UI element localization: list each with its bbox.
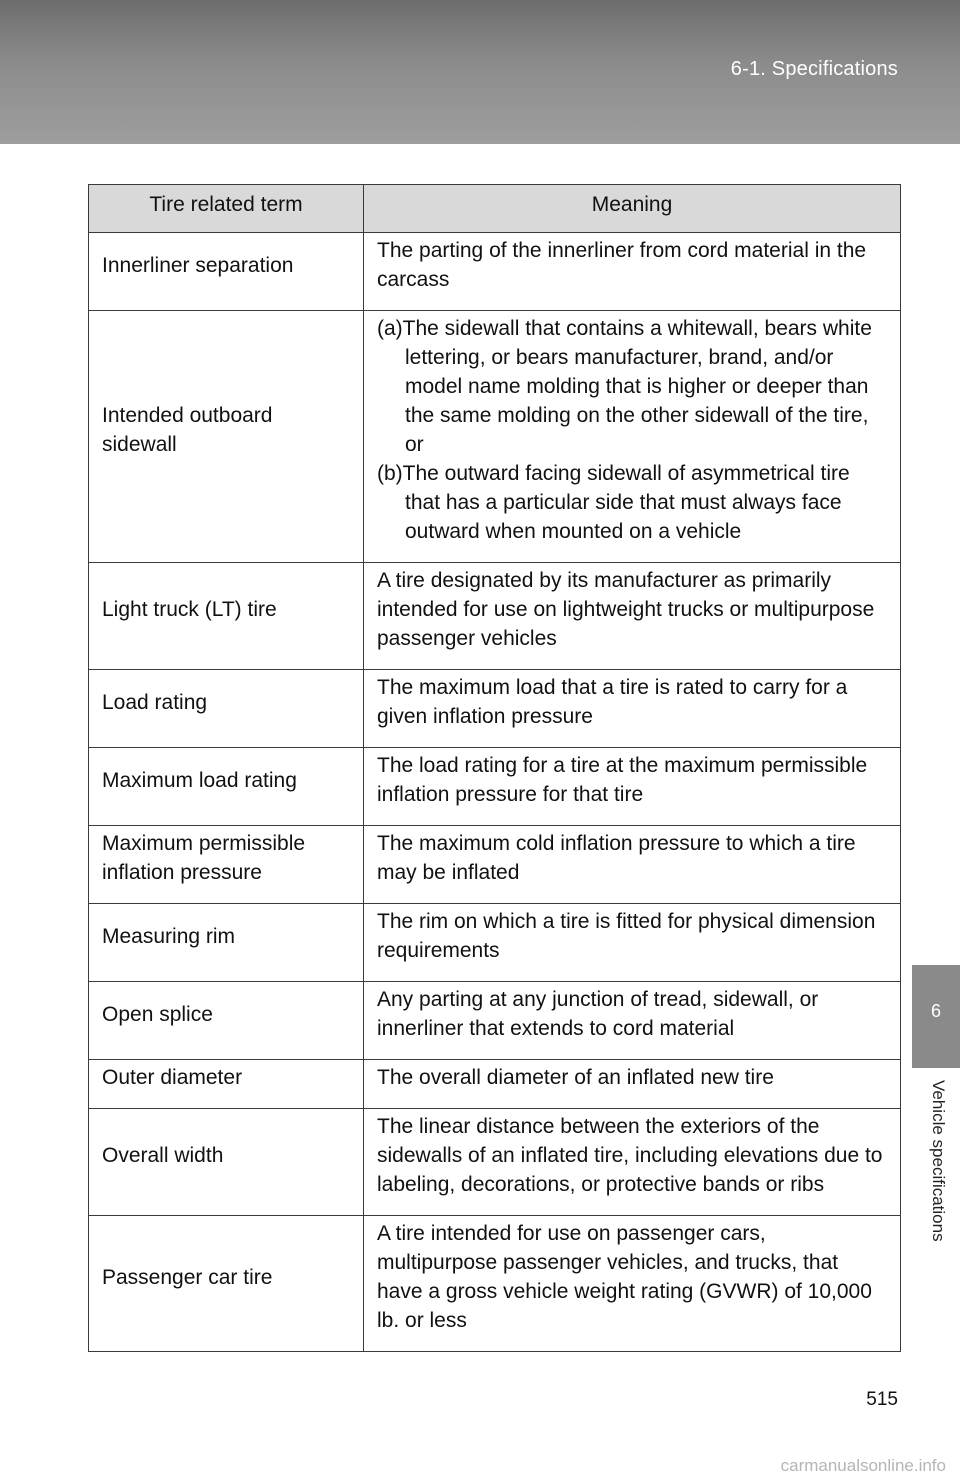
table-row	[89, 748, 901, 826]
table-row	[89, 563, 901, 670]
watermark: carmanualsonline.info	[780, 1456, 946, 1475]
meaning-cell: A tire intended for use on passenger cars, multipurpose passenger vehicles, and trucks, that have a gross vehicle weight rating (GVWR) of 10,000 lb. or less	[364, 1216, 901, 1352]
term-cell: Maximum permissible inflation pressure	[89, 826, 364, 904]
table-row	[89, 982, 901, 1060]
table-row	[89, 826, 901, 904]
meaning-cell: The load rating for a tire at the maximum permissible inflation pressure for that tire	[364, 748, 901, 826]
term-cell: Innerliner separation	[89, 233, 364, 311]
table-row	[89, 311, 901, 563]
term-cell: Measuring rim	[89, 904, 364, 982]
meaning-cell: The rim on which a tire is fitted for physical dimension requirements	[364, 904, 901, 982]
term-cell: Intended outboard sidewall	[89, 311, 364, 563]
meaning-cell: The linear distance between the exteriors of the sidewalls of an inflated tire, including elevations due to labeling, decorations, or protective bands or ribs	[364, 1109, 901, 1216]
meaning-cell: The overall diameter of an inflated new tire	[364, 1060, 901, 1109]
column-header-term: Tire related term	[89, 185, 364, 233]
term-cell: Outer diameter	[89, 1060, 364, 1109]
meaning-cell: A tire designated by its manufacturer as primarily intended for use on lightweight trucks or multipurpose passenger vehicles	[364, 563, 901, 670]
table-row	[89, 670, 901, 748]
meaning-cell: The maximum cold inflation pressure to which a tire may be inflated	[364, 826, 901, 904]
meaning-item-b: (b)The outward facing sidewall of asymmetrical tire that has a particular side that must always face outward when mounted on a vehicle	[377, 462, 850, 543]
table-row	[89, 233, 901, 311]
meaning-item-a: (a)The sidewall that contains a whitewall, bears white lettering, or bears manufacturer, brand, and/or model name molding that is higher or deeper than the same molding on the other sidewall of the tire, or	[377, 317, 872, 456]
term-cell: Maximum load rating	[89, 748, 364, 826]
chapter-label-text: Vehicle specifications	[929, 1080, 948, 1242]
chapter-number: 6	[930, 1001, 941, 1021]
table-header-row	[89, 185, 901, 233]
term-cell: Load rating	[89, 670, 364, 748]
chapter-tab	[912, 965, 960, 1068]
chapter-label	[912, 1080, 960, 1290]
meaning-cell: The maximum load that a tire is rated to carry for a given inflation pressure	[364, 670, 901, 748]
column-header-meaning: Meaning	[364, 185, 901, 233]
meaning-cell: Any parting at any junction of tread, sidewall, or innerliner that extends to cord material	[364, 982, 901, 1060]
section-title: 6-1. Specifications	[730, 58, 898, 80]
page-number: 515	[866, 1389, 898, 1410]
meaning-cell: The parting of the innerliner from cord material in the carcass	[364, 233, 901, 311]
term-cell: Light truck (LT) tire	[89, 563, 364, 670]
tire-terms-table	[88, 184, 901, 1352]
term-cell: Open splice	[89, 982, 364, 1060]
page-header	[0, 0, 960, 144]
table-row	[89, 1109, 901, 1216]
table-row	[89, 904, 901, 982]
term-cell: Passenger car tire	[89, 1216, 364, 1352]
term-cell: Overall width	[89, 1109, 364, 1216]
table-row	[89, 1216, 901, 1352]
table-row	[89, 1060, 901, 1109]
meaning-cell	[364, 311, 901, 563]
